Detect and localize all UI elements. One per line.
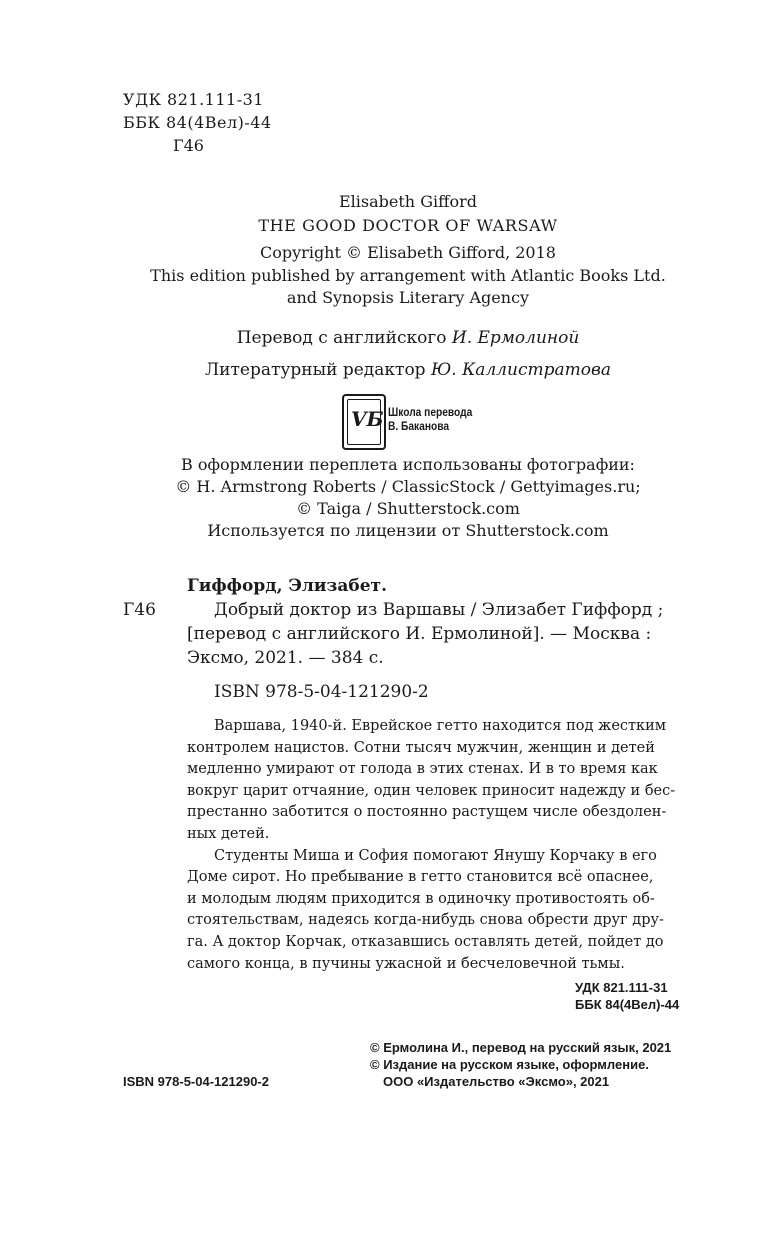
logo-glyph: VБ	[351, 407, 384, 431]
annotation-line: ных детей.	[187, 825, 270, 842]
translation-school-logo-icon	[342, 394, 386, 450]
logo-line-2: В. Баканова	[388, 419, 450, 433]
biblio-isbn: ISBN 978-5-04-121290-2	[214, 682, 429, 702]
photos-line-2: © H. Armstrong Roberts / ClassicStock / Gettyimages.ru;	[175, 477, 641, 496]
logo-line-1: Школа перевода	[388, 405, 473, 419]
edition-line-1: This edition published by arrangement with Atlantic Books Ltd.	[150, 266, 666, 285]
footer-udk: УДК 821.111-31	[575, 980, 668, 995]
edition-line-2: and Synopsis Literary Agency	[286, 288, 530, 307]
biblio-line-1: Добрый доктор из Варшавы / Элизабет Гиффорд ;	[214, 600, 664, 620]
footer-copyright-1: © Ермолина И., перевод на русский язык, 2021	[370, 1040, 672, 1055]
annotation-line: Доме сирот. Но пребывание в гетто становится всё опаснее,	[187, 869, 654, 886]
editor-name: Ю. Каллистратова	[430, 360, 611, 380]
annotation-line: самого конца, в пучины ужасной и бесчеловечной тьмы.	[187, 955, 625, 972]
original-title: THE GOOD DOCTOR OF WARSAW	[258, 216, 558, 235]
photos-line-4: Используется по лицензии от Shutterstock.com	[207, 521, 609, 540]
original-author: Elisabeth Gifford	[339, 192, 477, 211]
annotation-line: га. А доктор Корчак, отказавшись оставлять детей, пойдет до	[187, 933, 664, 950]
footer-isbn: ISBN 978-5-04-121290-2	[123, 1074, 269, 1089]
editor-prefix: Литературный редактор	[204, 360, 431, 380]
annotation-line: стоятельствам, надеясь когда-нибудь снова обрести друг дру-	[187, 912, 664, 929]
editor-credit	[24, 360, 768, 380]
footer-bbk: ББК 84(4Вел)-44	[575, 997, 680, 1012]
author-mark: Г46	[173, 136, 204, 155]
biblio-line-2: [перевод с английского И. Ермолиной]. — Москва :	[187, 624, 652, 644]
logo-text	[388, 405, 472, 433]
translation-prefix: Перевод с английского	[236, 328, 452, 348]
annotation-line: престанно заботится о постоянно растущем числе обездолен-	[187, 804, 667, 821]
annotation-line: вокруг царит отчаяние, один человек приносит надежду и бес-	[187, 782, 676, 799]
annotation-line: медленно умирают от голода в этих стенах. И в то время как	[187, 761, 658, 778]
biblio-mark: Г46	[123, 600, 156, 620]
annotation-line: Варшава, 1940-й. Еврейское гетто находится под жестким	[214, 718, 667, 734]
copyright-line: Copyright © Elisabeth Gifford, 2018	[260, 243, 556, 262]
translation-credit	[24, 328, 768, 348]
footer-copyright-2: © Издание на русском языке, оформление.	[370, 1057, 649, 1072]
translator-name: И. Ермолиной	[451, 328, 580, 348]
biblio-line-3: Эксмо, 2021. — 384 с.	[187, 648, 384, 668]
biblio-author-heading: Гиффорд, Элизабет.	[187, 576, 387, 596]
annotation-line: Студенты Миша и София помогают Янушу Корчаку в его	[214, 847, 657, 864]
photos-line-3: © Taiga / Shutterstock.com	[296, 499, 520, 518]
udk-code: УДК 821.111-31	[123, 90, 264, 109]
bbk-code: ББК 84(4Вел)-44	[123, 113, 272, 132]
annotation-line: и молодым людям приходится в одиночку противостоять об-	[187, 890, 655, 907]
footer-copyright-3: ООО «Издательство «Эксмо», 2021	[383, 1074, 610, 1089]
annotation-line: контролем нацистов. Сотни тысяч мужчин, женщин и детей	[187, 739, 655, 756]
annotation	[187, 716, 675, 975]
photos-line-1: В оформлении переплета использованы фотографии:	[181, 455, 635, 474]
